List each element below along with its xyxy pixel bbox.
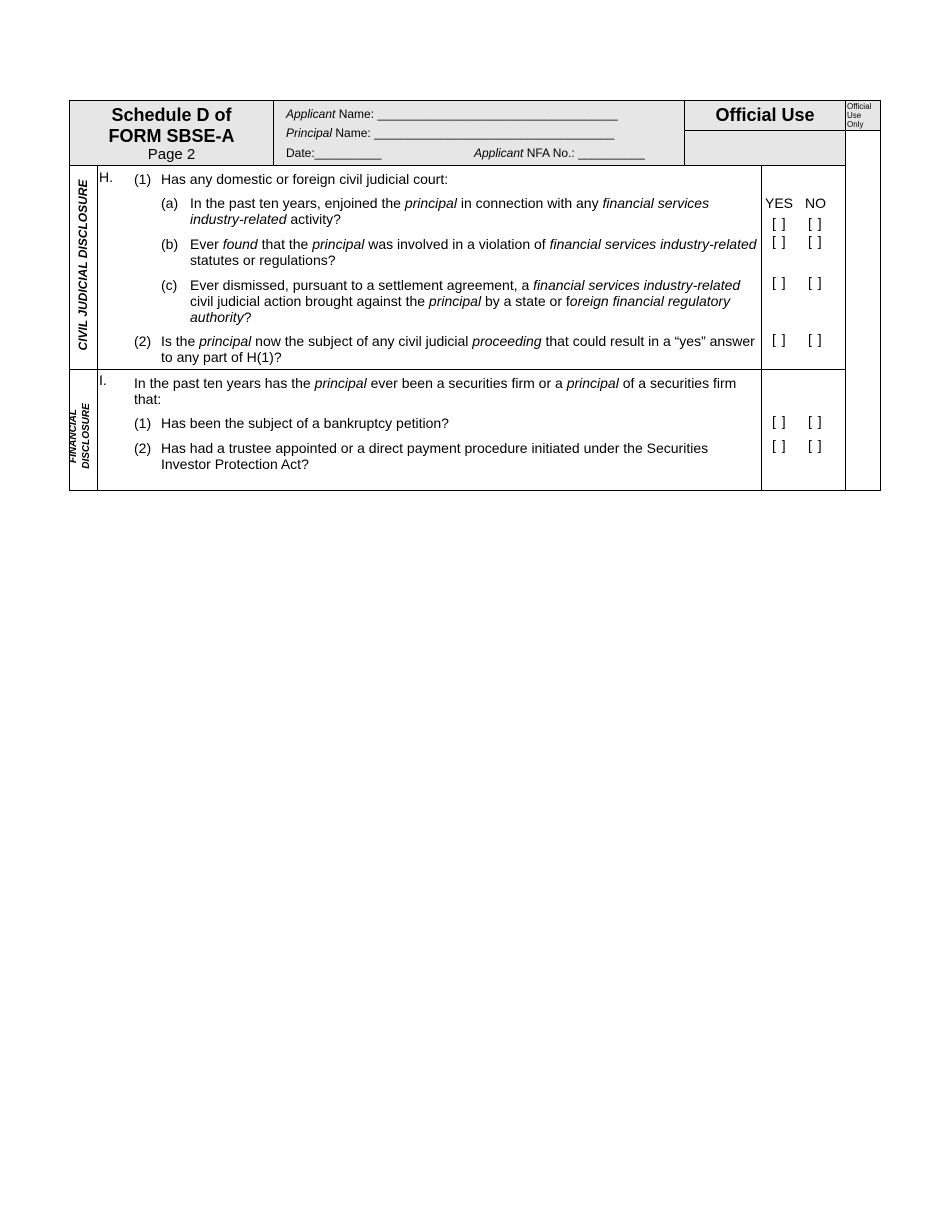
h2-yes-checkbox[interactable]: [ ]: [772, 331, 787, 347]
section-h-letter: H.: [99, 169, 113, 185]
h1b-label: (b): [161, 236, 179, 252]
official-use-heading: Official Use: [715, 105, 815, 125]
h1-number: (1): [134, 171, 152, 187]
nfa-number-field[interactable]: Applicant NFA No.: __________: [474, 146, 645, 160]
i1-question: Has been the subject of a bankruptcy petition?: [161, 415, 449, 431]
financial-disclosure-side-label: FINANCIAL DISCLOSURE: [68, 403, 92, 469]
form-title: FORM SBSE-A: [108, 126, 235, 146]
h1-question: Has any domestic or foreign civil judicial court:: [161, 171, 449, 187]
h1b-no-checkbox[interactable]: [ ]: [808, 233, 823, 249]
page-number: Page 2: [147, 146, 196, 163]
h1a-yes-checkbox[interactable]: [ ]: [772, 215, 787, 231]
h1a-no-checkbox[interactable]: [ ]: [808, 215, 823, 231]
h1a-label: (a): [161, 195, 179, 211]
i2-question-line1: Has had a trustee appointed or a direct payment procedure initiated under the Securities: [161, 440, 709, 456]
schedule-title: Schedule D of: [111, 105, 232, 125]
official-use-only-label: Official Use Only: [847, 102, 872, 129]
h1b-yes-checkbox[interactable]: [ ]: [772, 233, 787, 249]
date-field[interactable]: Date:__________: [286, 146, 382, 160]
h1c-label: (c): [161, 277, 178, 293]
i2-question-line2: Investor Protection Act?: [161, 456, 309, 472]
i2-no-checkbox[interactable]: [ ]: [808, 437, 823, 453]
h1c-yes-checkbox[interactable]: [ ]: [772, 274, 787, 290]
i2-yes-checkbox[interactable]: [ ]: [772, 437, 787, 453]
i1-no-checkbox[interactable]: [ ]: [808, 413, 823, 429]
i1-number: (1): [134, 415, 152, 431]
i1-yes-checkbox[interactable]: [ ]: [772, 413, 787, 429]
civil-judicial-side-label: CIVIL JUDICIAL DISCLOSURE: [76, 179, 90, 351]
h2-no-checkbox[interactable]: [ ]: [808, 331, 823, 347]
h1c-no-checkbox[interactable]: [ ]: [808, 274, 823, 290]
no-header: NO: [805, 195, 826, 211]
h1a-question: In the past ten years, enjoined the principal in connection with any financial services industry-related activity?: [190, 195, 710, 227]
yes-header: YES: [765, 195, 794, 211]
i2-number: (2): [134, 440, 152, 456]
section-i-intro: In the past ten years has the principal ever been a securities firm or a principal of a securities firm that:: [134, 375, 737, 407]
applicant-name-field[interactable]: Applicant Name: ____________________________________: [286, 107, 618, 121]
principal-name-field[interactable]: Principal Name: ____________________________________: [286, 126, 615, 140]
h2-number: (2): [134, 333, 152, 349]
h1b-question: Ever found that the principal was involved in a violation of financial services industry-related statutes or regulations?: [190, 236, 757, 268]
section-i-letter: I.: [99, 372, 107, 388]
h2-question: Is the principal now the subject of any civil judicial proceeding that could result in a “yes” answer to any part of H(1)?: [161, 333, 755, 365]
h1c-question: Ever dismissed, pursuant to a settlement agreement, a financial services industry-related civil judicial action brought against the principal by a state or foreign financial regulatory authority?: [190, 277, 741, 325]
